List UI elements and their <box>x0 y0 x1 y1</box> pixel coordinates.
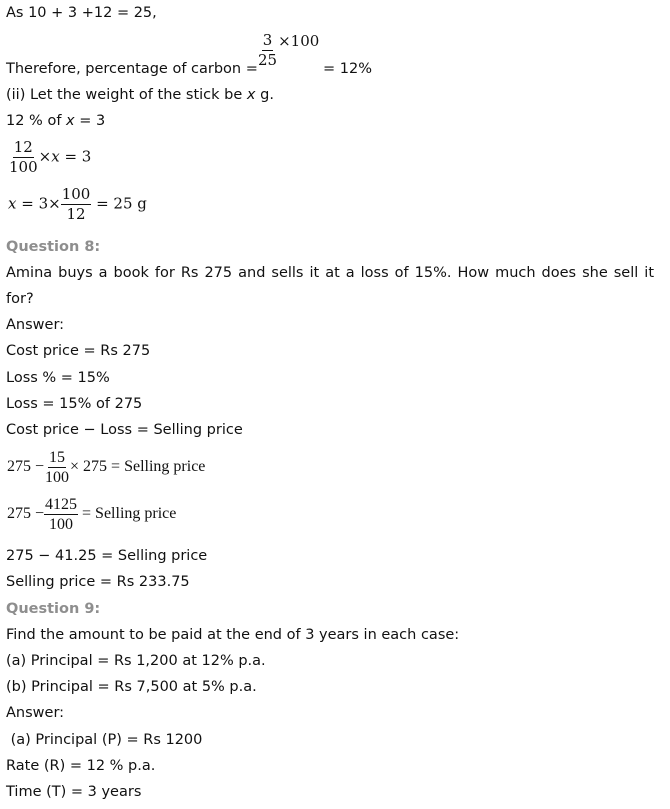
equation-lhs: 275 − <box>7 458 45 476</box>
percent-text-post: = 3 <box>74 113 106 129</box>
stick-text-pre: (ii) Let the weight of the stick be <box>6 87 247 103</box>
stick-equation-1 <box>8 139 91 176</box>
question-9-title: Question 9: <box>6 601 101 617</box>
question-9-part-b: (b) Principal = Rs 7,500 at 5% p.a. <box>6 679 257 695</box>
times-sign: × <box>38 147 52 166</box>
variable-x: x <box>51 147 60 166</box>
fraction <box>44 449 70 486</box>
fraction-denominator: 100 <box>49 516 74 533</box>
variable-x: x <box>246 87 256 103</box>
variable-x: x <box>8 194 17 213</box>
time-line: Time (T) = 3 years <box>6 784 142 800</box>
equation-rhs: = Selling price <box>78 505 177 523</box>
answer-label: Answer: <box>6 317 65 333</box>
percent-text-pre: 12 % of <box>6 113 67 129</box>
stick-weight-line <box>6 86 274 104</box>
question-9-text: Find the amount to be paid at the end of 3 years in each case: <box>6 627 460 643</box>
fraction <box>257 32 278 69</box>
fraction <box>8 139 39 176</box>
equation-rhs: = 25 g <box>91 194 147 213</box>
fraction-denominator: 100 <box>9 158 38 176</box>
loss-percent-line: Loss % = 15% <box>6 370 110 386</box>
loss-line: Loss = 15% of 275 <box>6 396 143 412</box>
question-9-part-a: (a) Principal = Rs 1,200 at 12% p.a. <box>6 653 266 669</box>
principal-line: (a) Principal (P) = Rs 1200 <box>6 732 203 748</box>
therefore-label: Therefore, percentage of carbon = <box>6 61 258 77</box>
selling-price-result: Selling price = Rs 233.75 <box>6 574 190 590</box>
question-8-text: Amina buys a book for Rs 275 and sells it at a loss of 15%. How much does she sell it <box>6 265 654 281</box>
answer-label: Answer: <box>6 705 65 721</box>
carbon-result: = 12% <box>323 61 372 77</box>
selling-price-equation-2 <box>7 496 176 533</box>
fraction <box>61 186 92 223</box>
fraction-denominator: 12 <box>66 205 86 223</box>
fraction-denominator: 100 <box>45 469 70 486</box>
carbon-sum-line: As 10 + 3 +12 = 25, <box>6 5 157 21</box>
fraction-numerator: 15 <box>49 449 66 466</box>
stick-equation-2 <box>8 186 147 223</box>
question-8-text-cont: for? <box>6 291 34 307</box>
rate-line: Rate (R) = 12 % p.a. <box>6 758 156 774</box>
equation-lhs: 275 − <box>7 505 45 523</box>
fraction-denominator: 25 <box>258 51 278 69</box>
fraction-numerator: 3 <box>262 31 273 49</box>
fraction-numerator: 4125 <box>45 496 78 513</box>
times-hundred: ×100 <box>278 31 320 50</box>
fraction-numerator: 100 <box>61 185 91 203</box>
equation-lhs: = 3× <box>16 194 61 213</box>
stick-percent-line <box>6 112 105 130</box>
fraction-numerator: 12 <box>13 138 33 156</box>
variable-x: x <box>66 113 75 129</box>
question-8-title: Question 8: <box>6 239 101 255</box>
carbon-percentage-line <box>6 60 258 78</box>
subtraction-line: 275 − 41.25 = Selling price <box>6 548 208 564</box>
equals-three: = 3 <box>59 147 92 166</box>
selling-price-equation-1 <box>7 449 205 486</box>
stick-text-post: g. <box>255 87 274 103</box>
carbon-fraction <box>257 32 319 69</box>
fraction <box>44 496 78 533</box>
cost-minus-loss-line: Cost price − Loss = Selling price <box>6 422 243 438</box>
cost-price-line: Cost price = Rs 275 <box>6 343 151 359</box>
equation-rhs: × 275 = Selling price <box>70 458 206 476</box>
